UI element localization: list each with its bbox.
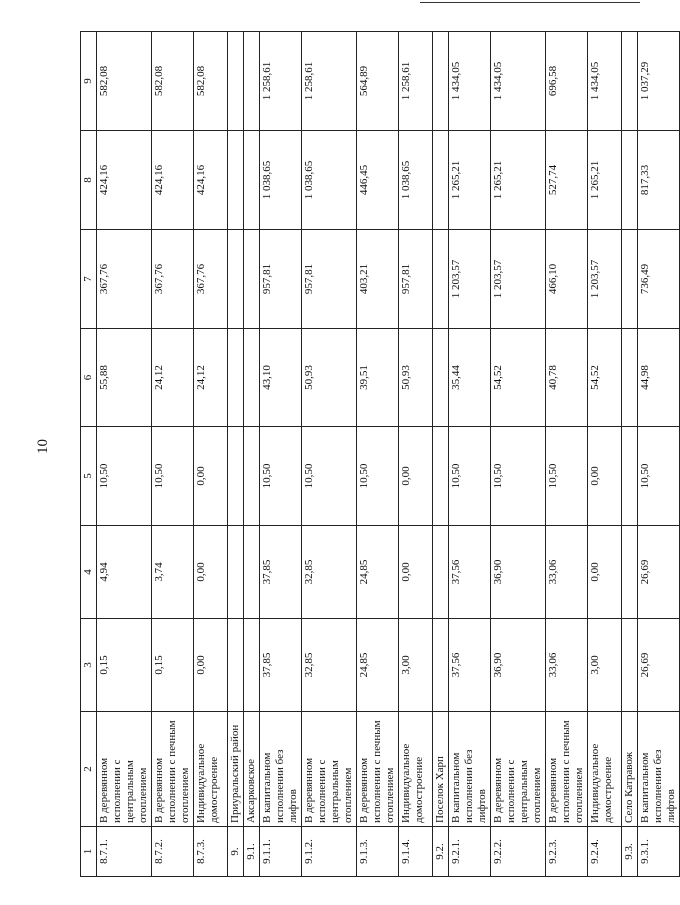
value-cell: 26,69 [638,526,680,619]
table-row [244,32,260,877]
row-name-cell: Индивидуальное домостроение [588,712,622,827]
table-row [399,32,433,877]
value-cell: 736,49 [638,230,680,329]
value-cell [622,131,638,230]
value-cell: 4,94 [97,526,152,619]
value-cell: 33,06 [546,526,588,619]
value-cell: 564,89 [357,32,399,131]
value-cell: 527,74 [546,131,588,230]
value-cell: 0,00 [588,427,622,526]
row-index-cell: 8.7.1. [97,827,152,877]
value-cell: 1 038,65 [260,131,302,230]
value-cell: 367,76 [97,230,152,329]
value-cell [228,427,244,526]
row-index-cell: 9.2.3. [546,827,588,877]
value-cell [622,526,638,619]
table-row [357,32,399,877]
value-cell [228,526,244,619]
value-cell: 1 265,21 [588,131,622,230]
value-cell: 1 434,05 [491,32,546,131]
value-cell [433,619,449,712]
row-name-cell: В деревянном исполнении с центральным отоплением [491,712,546,827]
row-index-cell: 9.1. [244,827,260,877]
table-row [491,32,546,877]
value-cell [433,427,449,526]
value-cell: 0,15 [152,619,194,712]
value-cell: 35,44 [449,329,491,427]
value-cell: 446,45 [357,131,399,230]
value-cell [622,32,638,131]
value-cell: 39,51 [357,329,399,427]
value-cell: 1 265,21 [449,131,491,230]
value-cell [244,329,260,427]
value-cell [433,230,449,329]
table-row [228,32,244,877]
value-cell: 10,50 [302,427,357,526]
value-cell: 10,50 [546,427,588,526]
row-name-cell: В капитальном исполнении без лифтов [638,712,680,827]
row-name-cell: В деревянном исполнении с центральным отоплением [97,712,152,827]
value-cell: 24,85 [357,619,399,712]
row-name-cell: Индивидуальное домостроение [194,712,228,827]
row-index-cell: 9.1.3. [357,827,399,877]
value-cell: 582,08 [152,32,194,131]
value-cell: 0,00 [194,526,228,619]
value-cell: 582,08 [194,32,228,131]
value-cell: 36,90 [491,526,546,619]
value-cell: 10,50 [260,427,302,526]
table-row [449,32,491,877]
value-cell: 54,52 [588,329,622,427]
value-cell [244,427,260,526]
value-cell: 1 203,57 [588,230,622,329]
value-cell: 3,00 [588,619,622,712]
top-rule [420,2,640,3]
value-cell [228,32,244,131]
row-index-cell: 9.1.1. [260,827,302,877]
header-cell: 9 [81,32,97,131]
value-cell: 26,69 [638,619,680,712]
table-row [638,32,680,877]
value-cell: 36,90 [491,619,546,712]
value-cell: 957,81 [302,230,357,329]
value-cell: 1 203,57 [449,230,491,329]
value-cell: 1 037,29 [638,32,680,131]
value-cell: 37,56 [449,526,491,619]
rotated-table-container [80,32,677,877]
row-name-cell: В деревянном исполнении с печным отоплением [357,712,399,827]
row-name-cell: В капитальном исполнении без лифтов [449,712,491,827]
table-row [588,32,622,877]
table-row [260,32,302,877]
value-cell: 3,00 [399,619,433,712]
value-cell: 957,81 [399,230,433,329]
value-cell: 0,15 [97,619,152,712]
value-cell [228,619,244,712]
row-index-cell: 9.3. [622,827,638,877]
value-cell [228,329,244,427]
row-name-cell: В деревянном исполнении с печным отоплением [152,712,194,827]
value-cell [622,230,638,329]
value-cell: 0,00 [588,526,622,619]
value-cell [244,526,260,619]
row-name-cell: Приуральский район [228,712,244,827]
table-row [302,32,357,877]
value-cell: 24,85 [357,526,399,619]
value-cell: 466,10 [546,230,588,329]
value-cell [244,131,260,230]
value-cell: 424,16 [152,131,194,230]
value-cell: 403,21 [357,230,399,329]
value-cell: 1 434,05 [588,32,622,131]
header-cell: 2 [81,712,97,827]
value-cell: 10,50 [97,427,152,526]
header-cell: 5 [81,427,97,526]
value-cell: 10,50 [638,427,680,526]
page-number: 10 [35,439,51,454]
value-cell: 33,06 [546,619,588,712]
table-row [97,32,152,877]
value-cell: 582,08 [97,32,152,131]
value-cell: 1 203,57 [491,230,546,329]
value-cell: 1 038,65 [302,131,357,230]
row-index-cell: 9. [228,827,244,877]
table-row [152,32,194,877]
row-name-cell: В деревянном исполнении с центральным отоплением [302,712,357,827]
value-cell [228,230,244,329]
value-cell: 32,85 [302,619,357,712]
row-name-cell: В капитальном исполнении без лифтов [260,712,302,827]
value-cell: 424,16 [97,131,152,230]
value-cell: 957,81 [260,230,302,329]
value-cell [433,329,449,427]
value-cell: 1 265,21 [491,131,546,230]
table-row [194,32,228,877]
row-index-cell: 8.7.2. [152,827,194,877]
value-cell: 44,98 [638,329,680,427]
value-cell: 367,76 [152,230,194,329]
row-name-cell: Поселок Харп [433,712,449,827]
value-cell [433,131,449,230]
row-index-cell: 8.7.3. [194,827,228,877]
row-index-cell: 9.2.2. [491,827,546,877]
value-cell: 0,00 [194,619,228,712]
header-cell: 3 [81,619,97,712]
value-cell [244,32,260,131]
value-cell: 0,00 [399,427,433,526]
value-cell: 43,10 [260,329,302,427]
value-cell [228,131,244,230]
row-index-cell: 9.2.4. [588,827,622,877]
row-index-cell: 9.2.1. [449,827,491,877]
value-cell: 50,93 [399,329,433,427]
value-cell: 32,85 [302,526,357,619]
row-index-cell: 9.1.4. [399,827,433,877]
value-cell: 1 258,61 [302,32,357,131]
value-cell: 37,56 [449,619,491,712]
value-cell: 50,93 [302,329,357,427]
value-cell [622,619,638,712]
row-index-cell: 9.1.2. [302,827,357,877]
value-cell: 10,50 [357,427,399,526]
row-name-cell: Аксарковское [244,712,260,827]
value-cell: 24,12 [152,329,194,427]
value-cell: 10,50 [152,427,194,526]
header-row [81,32,97,877]
value-cell: 10,50 [449,427,491,526]
row-name-cell: Индивидуальное домостроение [399,712,433,827]
value-cell: 54,52 [491,329,546,427]
value-cell: 37,85 [260,526,302,619]
row-name-cell: В деревянном исполнении с печным отоплением [546,712,588,827]
row-index-cell: 9.2. [433,827,449,877]
header-cell: 4 [81,526,97,619]
tariff-table [80,31,680,877]
value-cell: 696,58 [546,32,588,131]
value-cell: 1 258,61 [260,32,302,131]
value-cell [433,526,449,619]
row-name-cell: Село Катравож [622,712,638,827]
value-cell: 0,00 [194,427,228,526]
header-cell: 1 [81,827,97,877]
value-cell: 424,16 [194,131,228,230]
value-cell: 10,50 [491,427,546,526]
value-cell: 3,74 [152,526,194,619]
value-cell [622,427,638,526]
row-index-cell: 9.3.1. [638,827,680,877]
value-cell: 55,88 [97,329,152,427]
header-cell: 8 [81,131,97,230]
value-cell [622,329,638,427]
value-cell: 1 258,61 [399,32,433,131]
value-cell: 1 434,05 [449,32,491,131]
header-cell: 7 [81,230,97,329]
table-row [546,32,588,877]
value-cell: 817,33 [638,131,680,230]
value-cell: 0,00 [399,526,433,619]
value-cell: 40,78 [546,329,588,427]
value-cell: 367,76 [194,230,228,329]
table-row [433,32,449,877]
value-cell: 37,85 [260,619,302,712]
table-row [622,32,638,877]
value-cell [433,32,449,131]
value-cell: 1 038,65 [399,131,433,230]
value-cell: 24,12 [194,329,228,427]
value-cell [244,619,260,712]
value-cell [244,230,260,329]
header-cell: 6 [81,329,97,427]
